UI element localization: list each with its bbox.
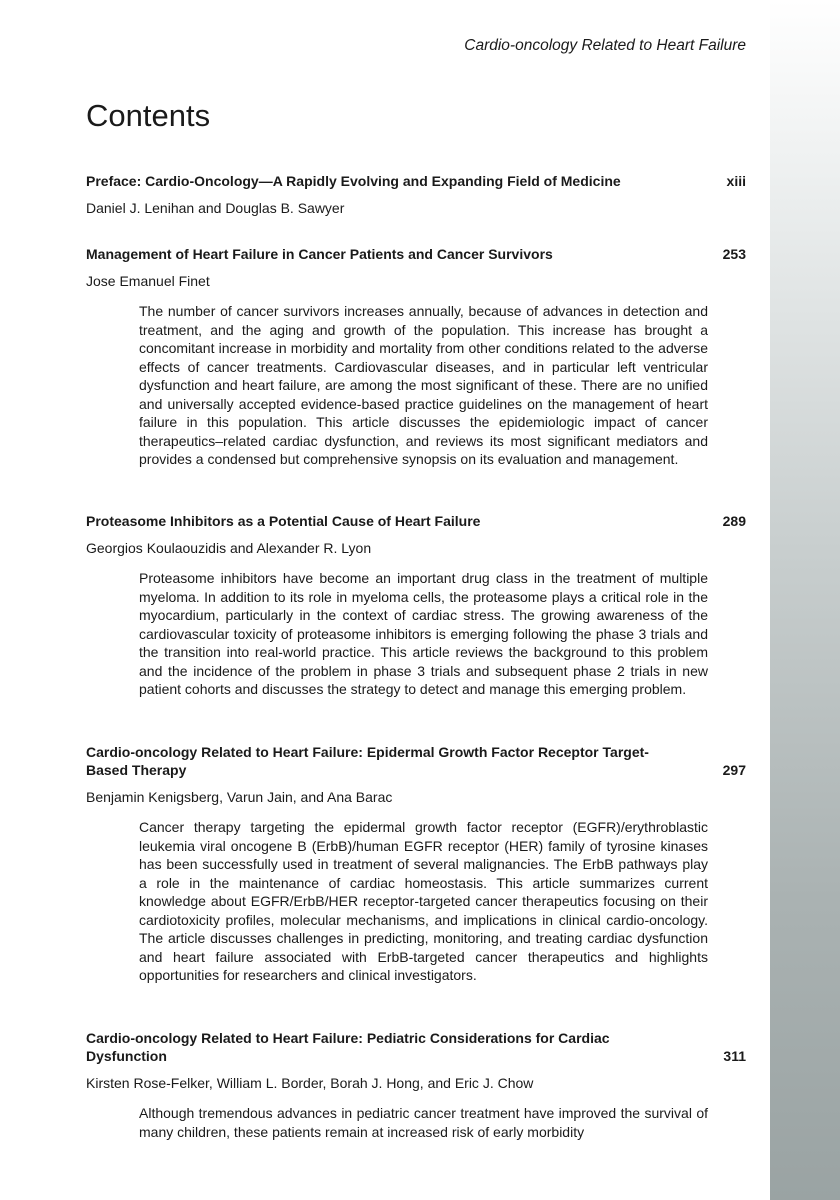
entry-authors: Benjamin Kenigsberg, Varun Jain, and Ana Barac <box>86 789 393 805</box>
toc-entry-egfr-therapy <box>86 743 746 985</box>
toc-entry-preface <box>86 172 746 217</box>
entry-page-number[interactable]: 253 <box>722 246 746 262</box>
entry-heading <box>86 512 746 530</box>
entry-title-link[interactable]: Preface: Cardio-Oncology—A Rapidly Evolving and Expanding Field of Medicine <box>86 173 621 189</box>
entry-authors: Georgios Koulaouzidis and Alexander R. Lyon <box>86 540 372 556</box>
page-title: Contents <box>86 98 211 133</box>
toc-entry-pediatric-considerations <box>86 1029 746 1141</box>
entry-abstract: Cancer therapy targeting the epidermal growth factor receptor (EGFR)/erythroblastic leukemia viral oncogene B (ErbB)/human EGFR receptor (HER) family of tyrosine kinases has been successfully used in treatment of several malignancies. The ErbB pathways play a role in the maintenance of cardiac homeostasis. This article summarizes current knowledge about EGFR/ErbB/HER receptor-targeted cancer therapeutics focusing on their cardiotoxicity profiles, molecular mechanisms, and implications in clinical cardio-oncology. The article discusses challenges in predicting, monitoring, and treating cardiac dysfunction and heart failure associated with ErbB-targeted cancer therapeutics and highlights opportunities for researchers and clinical investigators. <box>139 819 708 983</box>
entry-title-link[interactable]: Management of Heart Failure in Cancer Patients and Cancer Survivors <box>86 246 553 262</box>
entry-authors: Kirsten Rose-Felker, William L. Border, Borah J. Hong, and Eric J. Chow <box>86 1075 534 1091</box>
entry-abstract: Proteasome inhibitors have become an important drug class in the treatment of multiple myeloma. In addition to its role in myeloma cells, the proteasome plays a critical role in the myocardium, particularly in the context of cardiac stress. The growing awareness of the cardiovascular toxicity of proteasome inhibitors is emerging following the phase 3 trials and the transition into real-world practice. This article reviews the background to this problem and the incidence of the problem in phase 3 trials and subsequent phase 2 trials in new patient cohorts and discusses the strategy to detect and manage this emerging problem. <box>139 570 708 697</box>
entry-page-number[interactable]: 289 <box>722 513 746 529</box>
running-header: Cardio-oncology Related to Heart Failure <box>464 37 746 54</box>
side-color-band <box>770 0 840 1200</box>
entry-page-number[interactable]: xiii <box>726 173 746 189</box>
entry-title-link[interactable]: Cardio-oncology Related to Heart Failure: Epidermal Growth Factor Receptor Target-Based Therapy <box>86 744 649 778</box>
toc-entry-proteasome-inhibitors <box>86 512 746 699</box>
entry-authors: Jose Emanuel Finet <box>86 273 210 289</box>
toc-entry-management-heart-failure <box>86 245 746 469</box>
entry-title-link[interactable]: Proteasome Inhibitors as a Potential Cause of Heart Failure <box>86 513 481 529</box>
entry-abstract: Although tremendous advances in pediatric cancer treatment have improved the survival of many children, these patients remain at increased risk of early morbidity <box>139 1105 708 1140</box>
entry-page-number[interactable]: 297 <box>722 762 746 778</box>
entry-abstract: The number of cancer survivors increases annually, because of advances in detection and treatment, and the aging and growth of the population. This increase has brought a concomitant increase in morbidity and mortality from other conditions related to the adverse effects of cancer treatments. Cardiovascular diseases, and in particular left ventricular dysfunction and heart failure, are among the most significant of these. There are no unified and universally accepted evidence-based practice guidelines on the management of heart failure in this population. This article discusses the epidemiologic impact of cancer therapeutics–related cardiac dysfunction, and reviews its most significant mediators and provides a condensed but comprehensive synopsis on its evaluation and management. <box>139 303 708 467</box>
entry-heading <box>86 1029 746 1065</box>
entry-heading <box>86 172 746 190</box>
entry-title-link[interactable]: Cardio-oncology Related to Heart Failure: Pediatric Considerations for Cardiac Dysfunction <box>86 1030 610 1064</box>
entry-authors: Daniel J. Lenihan and Douglas B. Sawyer <box>86 200 345 216</box>
entry-heading <box>86 743 746 779</box>
entry-page-number[interactable]: 311 <box>723 1048 746 1064</box>
entry-heading <box>86 245 746 263</box>
